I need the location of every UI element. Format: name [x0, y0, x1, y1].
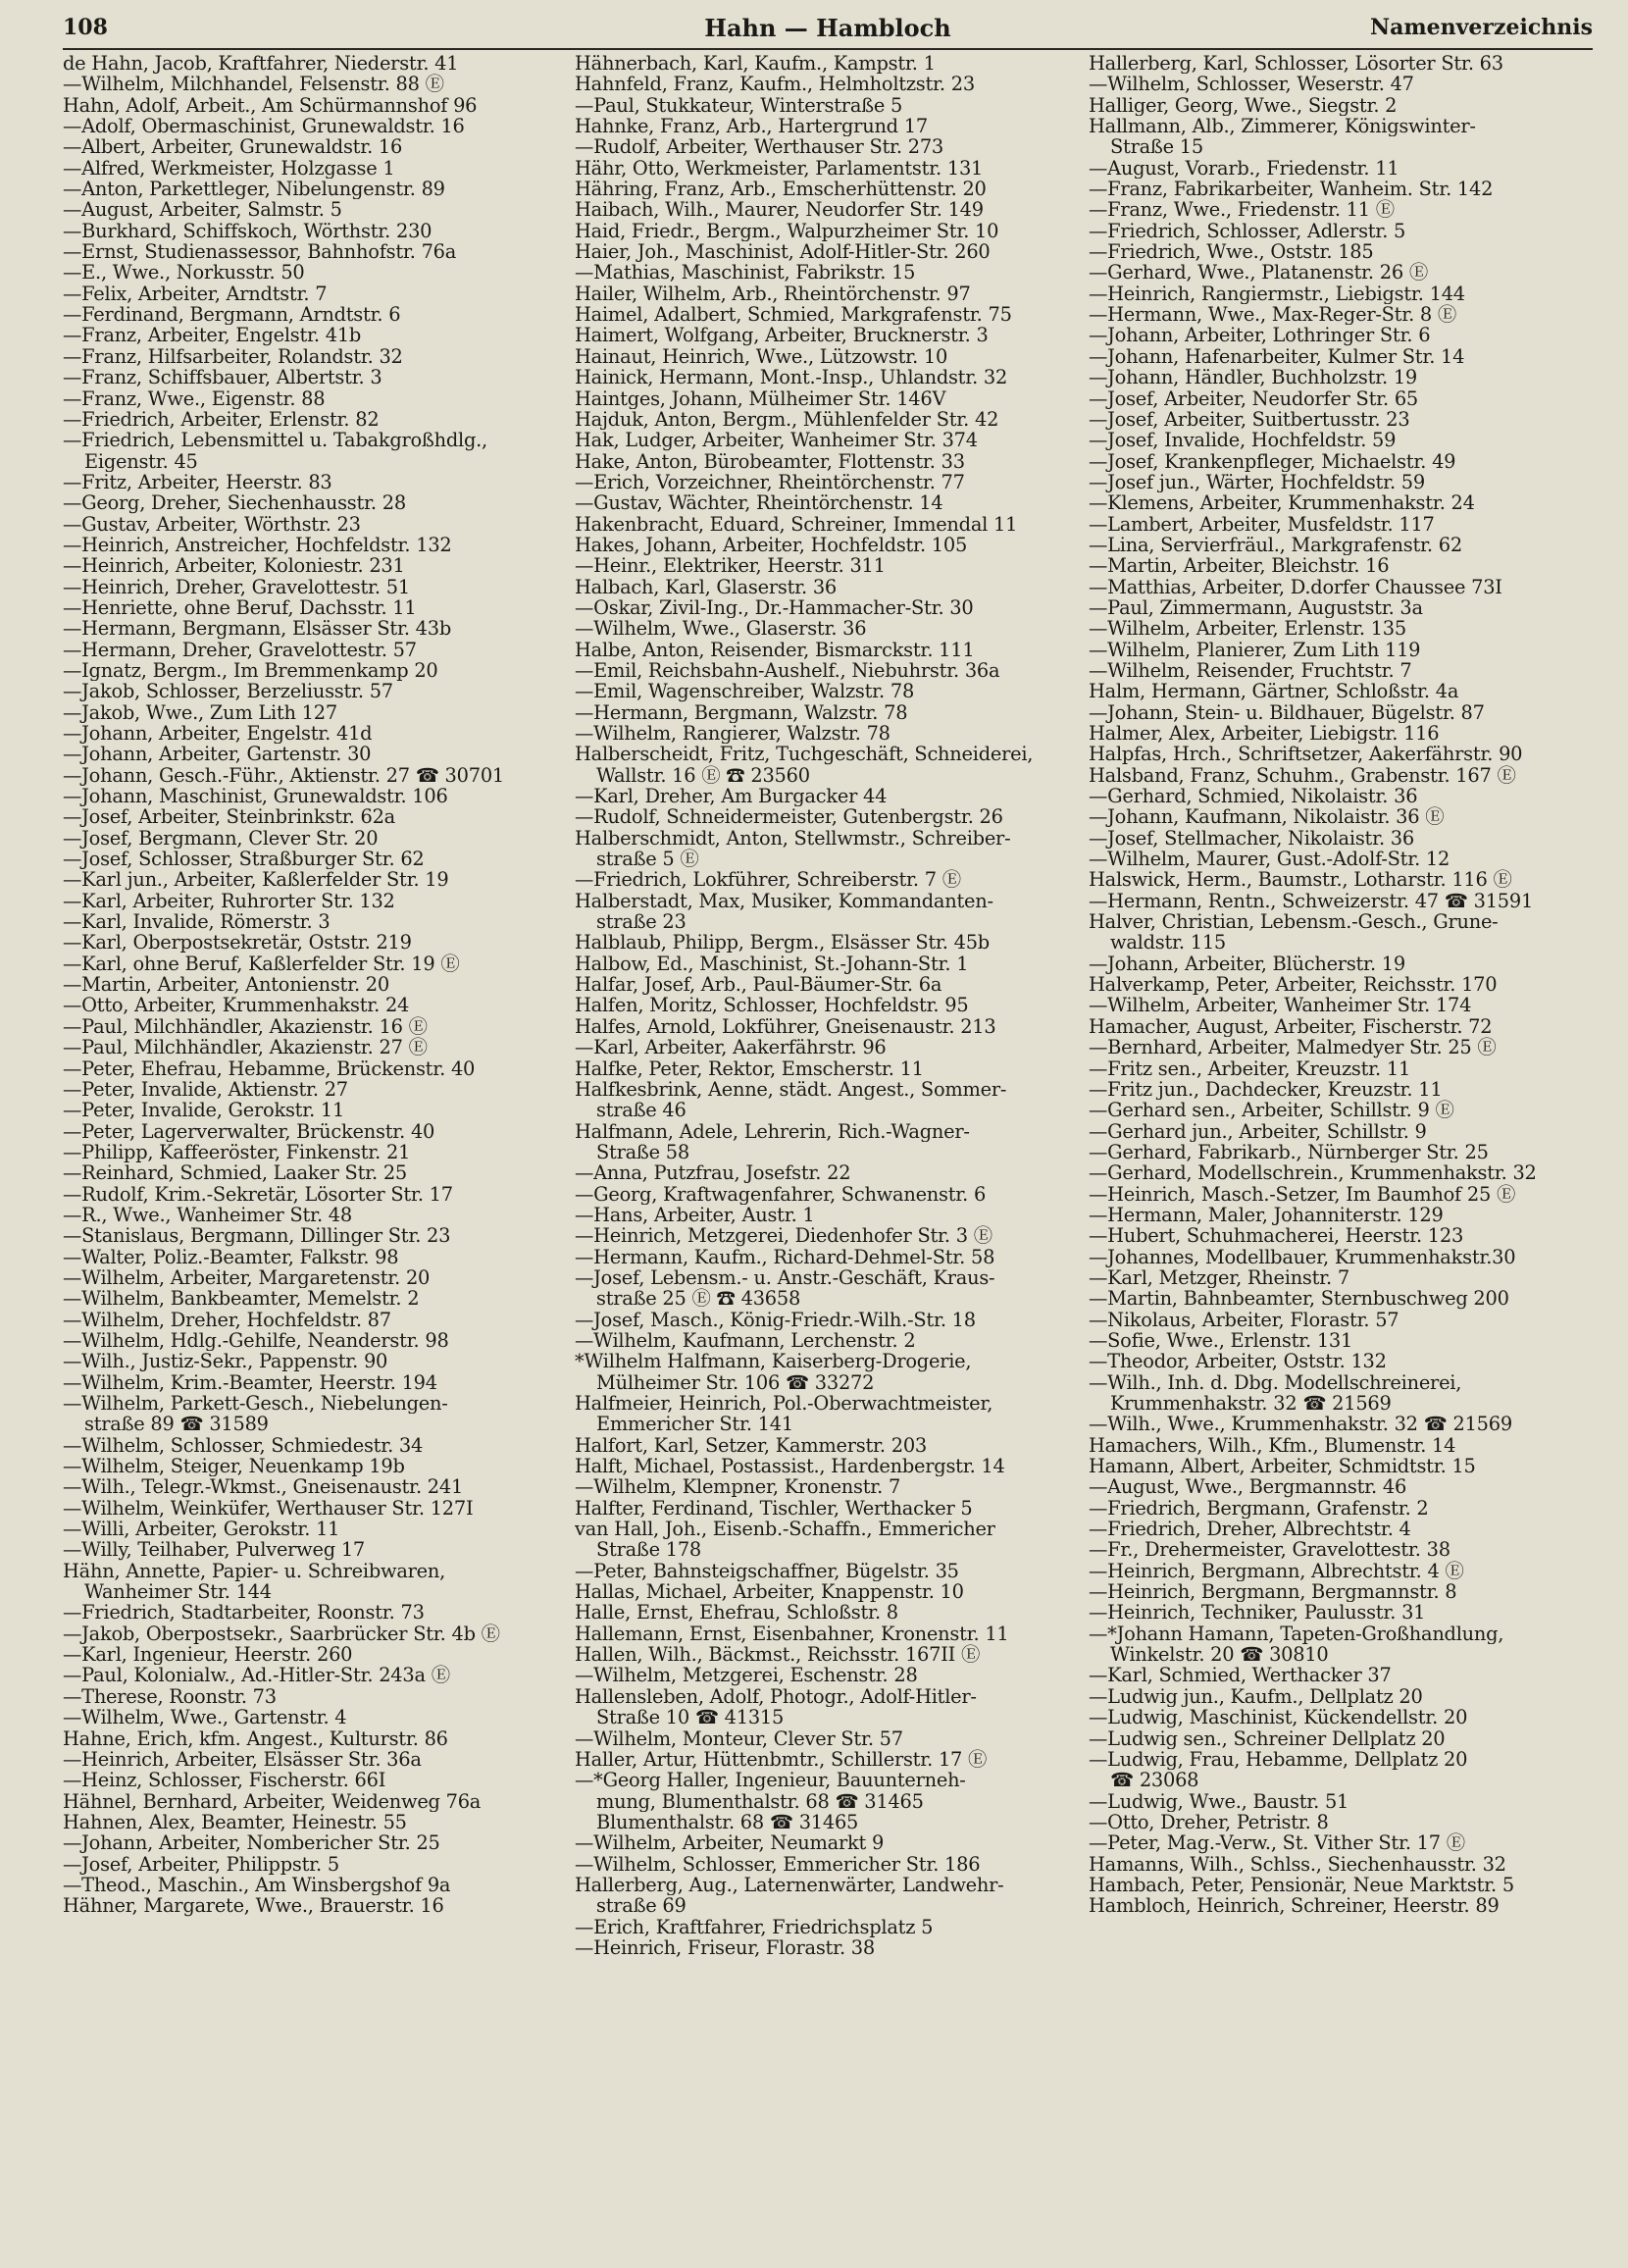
page-number: 108	[63, 15, 108, 40]
directory-entry: —Paul, Milchhändler, Akazienstr. 16 Ⓔ	[63, 1015, 428, 1038]
directory-entry: —Hermann, Dreher, Gravelottestr. 57	[63, 639, 417, 660]
directory-entry: Halfkesbrink, Aenne, städt. Angest., Sommer-	[575, 1078, 1007, 1101]
directory-entry: —Franz, Schiffsbauer, Albertstr. 3	[63, 367, 382, 388]
directory-entry: Hamanns, Wilh., Schlss., Siechenhausstr. 32	[1089, 1853, 1506, 1875]
directory-entry: —Friedrich, Bergmann, Grafenstr. 2	[1089, 1497, 1429, 1520]
directory-entry: Halberscheidt, Fritz, Tuchgeschäft, Schneiderei,	[575, 744, 1034, 765]
directory-entry: —Heinrich, Bergmann, Albrechtstr. 4 Ⓔ	[1089, 1560, 1464, 1582]
directory-entry: Haintges, Johann, Mülheimer Str. 146V	[575, 387, 946, 409]
directory-entry: Hak, Ludger, Arbeiter, Wanheimer Str. 374	[575, 430, 978, 451]
directory-entry: —Gerhard, Modellschrein., Krummenhakstr. 32	[1089, 1162, 1537, 1184]
directory-entry: Hambloch, Heinrich, Schreiner, Heerstr. 89	[1089, 1895, 1500, 1917]
directory-entry: Hähr, Otto, Werkmeister, Parlamentstr. 131	[575, 157, 984, 180]
directory-entry: —August, Arbeiter, Salmstr. 5	[63, 199, 342, 221]
directory-entry: Halberstadt, Max, Musiker, Kommandanten-	[575, 890, 993, 912]
directory-entry: —Johann, Arbeiter, Nombericher Str. 25	[63, 1832, 440, 1854]
directory-entry: Hähn, Annette, Papier- u. Schreibwaren,	[63, 1560, 446, 1582]
directory-entry: —Reinhard, Schmied, Laaker Str. 25	[63, 1162, 408, 1184]
directory-entry: —Fr., Drehermeister, Gravelottestr. 38	[1089, 1539, 1450, 1561]
directory-entry: —Oskar, Zivil-Ing., Dr.-Hammacher-Str. 30	[575, 596, 974, 619]
directory-entry: —Wilh., Inh. d. Dbg. Modellschreinerei,	[1089, 1371, 1462, 1393]
directory-entry: Halfke, Peter, Rektor, Emscherstr. 11	[575, 1057, 924, 1079]
directory-entry: —Peter, Bahnsteigschaffner, Bügelstr. 35	[575, 1560, 959, 1582]
directory-entry: —Johannes, Modellbauer, Krummenhakstr.30	[1089, 1246, 1516, 1267]
page-title: Hahn — Hambloch	[704, 13, 951, 42]
directory-entry: —Ludwig jun., Kaufm., Dellplatz 20	[1089, 1685, 1423, 1708]
directory-entry: —Heinrich, Rangiermstr., Liebigstr. 144	[1089, 283, 1465, 305]
directory-entry: Hähring, Franz, Arb., Emscherhüttenstr. 20	[575, 179, 987, 200]
directory-entry: Halfmeier, Heinrich, Pol.-Oberwachtmeister,	[575, 1393, 993, 1415]
directory-entry: —Georg, Dreher, Siechenhausstr. 28	[63, 492, 406, 514]
directory-entry: —Johann, Hafenarbeiter, Kulmer Str. 14	[1089, 345, 1465, 368]
directory-entry: —Josef, Arbeiter, Suitbertusstr. 23	[1089, 408, 1410, 431]
column-2	[575, 53, 1065, 2250]
directory-entry: Hamachers, Wilh., Kfm., Blumenstr. 14	[1089, 1434, 1456, 1457]
directory-entry: —Willi, Arbeiter, Gerokstr. 11	[63, 1519, 340, 1540]
directory-entry: —Heinrich, Arbeiter, Koloniestr. 231	[63, 555, 405, 577]
directory-entry: —Lina, Servierfräul., Markgrafenstr. 62	[1089, 534, 1462, 556]
directory-entry: —Gerhard, Fabrikarb., Nürnberger Str. 25	[1089, 1141, 1489, 1163]
section-title: Namenverzeichnis	[1370, 15, 1593, 40]
directory-entry: —Lambert, Arbeiter, Musfeldstr. 117	[1089, 513, 1435, 535]
directory-entry: Wanheimer Str. 144	[84, 1581, 272, 1603]
directory-entry: Halfar, Josef, Arb., Paul-Bäumer-Str. 6a	[575, 974, 942, 996]
directory-entry: —Nikolaus, Arbeiter, Florastr. 57	[1089, 1309, 1399, 1330]
directory-entry: —Paul, Kolonialw., Ad.-Hitler-Str. 243a Ⓔ	[63, 1665, 450, 1686]
directory-entry: Halbach, Karl, Glaserstr. 36	[575, 576, 837, 597]
directory-entry: —Ludwig, Wwe., Baustr. 51	[1089, 1790, 1349, 1812]
directory-entry: —Hermann, Maler, Johanniterstr. 129	[1089, 1204, 1444, 1226]
directory-entry: —Wilhelm, Schlosser, Schmiedestr. 34	[63, 1434, 424, 1457]
directory-entry: Halliger, Georg, Wwe., Siegstr. 2	[1089, 94, 1398, 117]
directory-entry: —Heinrich, Friseur, Florastr. 38	[575, 1936, 875, 1959]
directory-entry: —Wilhelm, Wwe., Glaserstr. 36	[575, 618, 867, 640]
directory-entry: Halfmann, Adele, Lehrerin, Rich.-Wagner-	[575, 1120, 970, 1142]
directory-entry: de Hahn, Jacob, Kraftfahrer, Niederstr. 41	[63, 53, 459, 75]
directory-entry: mung, Blumenthalstr. 68 ☎ 31465	[596, 1790, 924, 1812]
directory-entry: Winkelstr. 20 ☎ 30810	[1110, 1644, 1329, 1666]
directory-entry: Hahnke, Franz, Arb., Hartergrund 17	[575, 116, 928, 137]
directory-entry: Hallensleben, Adolf, Photogr., Adolf-Hitler-	[575, 1685, 977, 1708]
directory-entry: —Wilhelm, Monteur, Clever Str. 57	[575, 1727, 903, 1749]
directory-entry: Haier, Joh., Maschinist, Adolf-Hitler-Str. 260	[575, 241, 991, 263]
directory-entry: —Wilhelm, Schlosser, Emmericher Str. 186	[575, 1853, 981, 1875]
directory-entry: —Heinrich, Masch.-Setzer, Im Baumhof 25 Ⓔ	[1089, 1183, 1516, 1205]
directory-entry: —Ludwig, Frau, Hebamme, Dellplatz 20	[1089, 1748, 1468, 1771]
directory-entry: —Wilhelm, Planierer, Zum Lith 119	[1089, 639, 1421, 660]
directory-entry: —Walter, Poliz.-Beamter, Falkstr. 98	[63, 1246, 399, 1267]
directory-entry: —Karl, Metzger, Rheinstr. 7	[1089, 1266, 1349, 1289]
directory-entry: —Heinrich, Techniker, Paulusstr. 31	[1089, 1602, 1426, 1624]
directory-entry: straße 5 Ⓔ	[596, 849, 699, 870]
directory-entry: —Peter, Mag.-Verw., St. Vither Str. 17 Ⓔ	[1089, 1832, 1465, 1854]
directory-entry: —Wilhelm, Rangierer, Walzstr. 78	[575, 723, 890, 745]
directory-entry: —Burkhard, Schiffskoch, Wörthstr. 230	[63, 220, 432, 242]
directory-entry: —Wilhelm, Kaufmann, Lerchenstr. 2	[575, 1329, 916, 1352]
directory-entry: —Mathias, Maschinist, Fabrikstr. 15	[575, 262, 916, 284]
directory-entry: —Friedrich, Lokführer, Schreiberstr. 7 Ⓔ	[575, 869, 961, 891]
directory-entry: —Erich, Vorzeichner, Rheintörchenstr. 77	[575, 471, 965, 493]
directory-entry: Hahn, Adolf, Arbeit., Am Schürmannshof 96	[63, 94, 478, 117]
directory-entry: —Theod., Maschin., Am Winsbergshof 9a	[63, 1874, 451, 1896]
directory-entry: Straße 178	[596, 1539, 702, 1561]
directory-entry: Hahnen, Alex, Beamter, Heinestr. 55	[63, 1811, 407, 1833]
directory-entry: Hahne, Erich, kfm. Angest., Kulturstr. 86	[63, 1727, 448, 1749]
directory-entry: —Wilhelm, Dreher, Hochfeldstr. 87	[63, 1309, 391, 1330]
directory-entry: —Wilhelm, Metzgerei, Eschenstr. 28	[575, 1665, 918, 1686]
directory-entry: —Rudolf, Krim.-Sekretär, Lösorter Str. 17	[63, 1183, 453, 1205]
directory-entry: —Karl, Ingenieur, Heerstr. 260	[63, 1644, 353, 1666]
directory-entry: —Hermann, Kaufm., Richard-Dehmel-Str. 58	[575, 1246, 995, 1267]
directory-entry: —Therese, Roonstr. 73	[63, 1685, 277, 1708]
directory-entry: Eigenstr. 45	[84, 450, 198, 472]
directory-entry: —Wilhelm, Klempner, Kronenstr. 7	[575, 1476, 901, 1498]
directory-entry: —Karl jun., Arbeiter, Kaßlerfelder Str. 19	[63, 869, 449, 891]
directory-entry: —Bernhard, Arbeiter, Malmedyer Str. 25 Ⓔ	[1089, 1037, 1497, 1058]
directory-entry: —Heinrich, Dreher, Gravelottestr. 51	[63, 576, 410, 597]
directory-entry: —Peter, Ehefrau, Hebamme, Brückenstr. 40	[63, 1057, 476, 1079]
directory-entry: Halbe, Anton, Reisender, Bismarckstr. 111	[575, 639, 975, 660]
directory-entry: —Franz, Arbeiter, Engelstr. 41b	[63, 325, 362, 346]
directory-entry: Krummenhakstr. 32 ☎ 21569	[1110, 1393, 1392, 1415]
directory-entry: —Anton, Parkettleger, Nibelungenstr. 89	[63, 179, 445, 200]
directory-entry: Hake, Anton, Bürobeamter, Flottenstr. 33	[575, 450, 965, 472]
directory-entry: —Wilh., Justiz-Sekr., Pappenstr. 90	[63, 1351, 388, 1372]
directory-entry: Halsband, Franz, Schuhm., Grabenstr. 167 Ⓔ	[1089, 764, 1516, 787]
directory-entry: —Josef jun., Wärter, Hochfeldstr. 59	[1089, 471, 1425, 493]
directory-entry: —Martin, Bahnbeamter, Sternbuschweg 200	[1089, 1288, 1509, 1310]
directory-entry: —Josef, Stellmacher, Nikolaistr. 36	[1089, 827, 1414, 850]
directory-entry: —Paul, Stukkateur, Winterstraße 5	[575, 94, 903, 117]
directory-entry: —Stanislaus, Bergmann, Dillinger Str. 23	[63, 1225, 451, 1247]
directory-entry: —Jakob, Wwe., Zum Lith 127	[63, 701, 337, 723]
directory-entry: Hamacher, August, Arbeiter, Fischerstr. 72	[1089, 1015, 1493, 1038]
directory-entry: —Paul, Zimmermann, Auguststr. 3a	[1089, 596, 1423, 619]
directory-entry: —Henriette, ohne Beruf, Dachsstr. 11	[63, 596, 417, 619]
directory-entry: Hakes, Johann, Arbeiter, Hochfeldstr. 105	[575, 534, 968, 556]
directory-entry: —Johann, Arbeiter, Blücherstr. 19	[1089, 953, 1405, 975]
directory-entry: —Peter, Invalide, Gerokstr. 11	[63, 1100, 345, 1121]
directory-entry: —Georg, Kraftwagenfahrer, Schwanenstr. 6	[575, 1183, 987, 1205]
directory-entry: van Hall, Joh., Eisenb.-Schaffn., Emmericher	[575, 1519, 995, 1540]
directory-entry: —Karl, Dreher, Am Burgacker 44	[575, 786, 888, 807]
directory-entry: —Johann, Maschinist, Grunewaldstr. 106	[63, 786, 448, 807]
directory-entry: Hähnel, Bernhard, Arbeiter, Weidenweg 76a	[63, 1790, 482, 1812]
directory-entry: —Karl, Arbeiter, Ruhrorter Str. 132	[63, 890, 395, 912]
directory-entry: Hallmann, Alb., Zimmerer, Königswinter-	[1089, 116, 1476, 137]
directory-entry: —Emil, Wagenschreiber, Walzstr. 78	[575, 681, 915, 702]
directory-entry: —Ludwig sen., Schreiner Dellplatz 20	[1089, 1727, 1446, 1749]
directory-entry: —Philipp, Kaffeeröster, Finkenstr. 21	[63, 1141, 411, 1163]
directory-entry: —Hermann, Bergmann, Elsässer Str. 43b	[63, 618, 452, 640]
directory-entry: —R., Wwe., Wanheimer Str. 48	[63, 1204, 352, 1226]
directory-entry: —Franz, Wwe., Friedenstr. 11 Ⓔ	[1089, 199, 1395, 221]
directory-entry: —Franz, Fabrikarbeiter, Wanheim. Str. 142	[1089, 179, 1494, 200]
directory-entry: Halle, Ernst, Ehefrau, Schloßstr. 8	[575, 1602, 898, 1624]
directory-entry: Hähnerbach, Karl, Kaufm., Kampstr. 1	[575, 53, 936, 75]
directory-entry: —Wilh., Telegr.-Wkmst., Gneisenaustr. 241	[63, 1476, 464, 1498]
directory-entry: —Wilhelm, Schlosser, Weserstr. 47	[1089, 74, 1414, 95]
directory-entry: Hahnfeld, Franz, Kaufm., Helmholtzstr. 23	[575, 74, 975, 95]
directory-entry: —Peter, Lagerverwalter, Brückenstr. 40	[63, 1120, 435, 1142]
directory-entry: —Otto, Dreher, Petristr. 8	[1089, 1811, 1329, 1833]
directory-entry: —August, Vorarb., Friedenstr. 11	[1089, 157, 1399, 180]
directory-entry: Halblaub, Philipp, Bergm., Elsässer Str. 45b	[575, 932, 990, 954]
directory-entry: Hähner, Margarete, Wwe., Brauerstr. 16	[63, 1895, 444, 1917]
directory-entry: —Felix, Arbeiter, Arndtstr. 7	[63, 283, 328, 305]
directory-columns	[63, 53, 1593, 2260]
directory-entry: —Klemens, Arbeiter, Krummenhakstr. 24	[1089, 492, 1475, 514]
directory-entry: —E., Wwe., Norkusstr. 50	[63, 262, 305, 284]
directory-entry: Haller, Artur, Hüttenbmtr., Schillerstr. 17 Ⓔ	[575, 1748, 988, 1771]
directory-entry: —Wilhelm, Steiger, Neuenkamp 19b	[63, 1456, 405, 1477]
directory-entry: Halfes, Arnold, Lokführer, Gneisenaustr. 213	[575, 1015, 996, 1038]
directory-entry: Halver, Christian, Lebensm.-Gesch., Grune-	[1089, 911, 1499, 933]
directory-entry: Haimert, Wolfgang, Arbeiter, Brucknerstr. 3	[575, 325, 989, 346]
directory-entry: —Josef, Arbeiter, Steinbrinkstr. 62a	[63, 806, 395, 828]
directory-entry: Hajduk, Anton, Bergm., Mühlenfelder Str. 42	[575, 408, 999, 431]
directory-entry: —Johann, Kaufmann, Nikolaistr. 36 Ⓔ	[1089, 806, 1445, 828]
directory-entry: —Wilhelm, Arbeiter, Erlenstr. 135	[1089, 618, 1406, 640]
directory-entry: —Fritz, Arbeiter, Heerstr. 83	[63, 471, 332, 493]
directory-entry: —Anna, Putzfrau, Josefstr. 22	[575, 1162, 851, 1184]
directory-entry: —Wilhelm, Wwe., Gartenstr. 4	[63, 1707, 347, 1728]
directory-entry: —Johann, Arbeiter, Lothringer Str. 6	[1089, 325, 1431, 346]
directory-entry: —Heinz, Schlosser, Fischerstr. 66I	[63, 1770, 386, 1791]
directory-entry: Halbow, Ed., Maschinist, St.-Johann-Str. 1	[575, 953, 969, 975]
directory-entry: Hakenbracht, Eduard, Schreiner, Immendal 11	[575, 513, 1018, 535]
directory-entry: —Fritz jun., Dachdecker, Kreuzstr. 11	[1089, 1078, 1443, 1101]
directory-entry: —Wilhelm, Milchhandel, Felsenstr. 88 Ⓔ	[63, 74, 444, 95]
directory-entry: —Karl, Invalide, Römerstr. 3	[63, 911, 331, 933]
directory-entry: Blumenthalstr. 68 ☎ 31465	[596, 1811, 859, 1833]
directory-entry: —Gerhard sen., Arbeiter, Schillstr. 9 Ⓔ	[1089, 1100, 1454, 1121]
page-header	[63, 8, 1593, 47]
directory-entry: —Johann, Gesch.-Führ., Aktienstr. 27 ☎ 30701	[63, 764, 504, 787]
directory-entry: —Rudolf, Arbeiter, Werthauser Str. 273	[575, 136, 944, 158]
directory-entry: —Erich, Kraftfahrer, Friedrichsplatz 5	[575, 1916, 934, 1937]
directory-entry: —Wilhelm, Arbeiter, Margaretenstr. 20	[63, 1266, 431, 1289]
directory-entry: —Fritz sen., Arbeiter, Kreuzstr. 11	[1089, 1057, 1411, 1079]
directory-entry: —Emil, Reichsbahn-Aushelf., Niebuhrstr. 36a	[575, 659, 1000, 682]
directory-entry: —Otto, Arbeiter, Krummenhakstr. 24	[63, 995, 410, 1016]
directory-entry: Hallen, Wilh., Bäckmst., Reichsstr. 167II Ⓔ	[575, 1644, 981, 1666]
directory-entry: —Karl, Arbeiter, Aakerfährstr. 96	[575, 1037, 887, 1058]
directory-entry: Halverkamp, Peter, Arbeiter, Reichsstr. 170	[1089, 974, 1498, 996]
directory-entry: Halpfas, Hrch., Schriftsetzer, Aakerfährstr. 90	[1089, 744, 1523, 765]
directory-entry: —Martin, Arbeiter, Antonienstr. 20	[63, 974, 389, 996]
directory-entry: —Heinrich, Anstreicher, Hochfeldstr. 132	[63, 534, 452, 556]
directory-entry: —Josef, Invalide, Hochfeldstr. 59	[1089, 430, 1397, 451]
directory-entry: Hallas, Michael, Arbeiter, Knappenstr. 10	[575, 1581, 964, 1603]
directory-entry: Hamann, Albert, Arbeiter, Schmidtstr. 15	[1089, 1456, 1476, 1477]
directory-entry: —Peter, Invalide, Aktienstr. 27	[63, 1078, 348, 1101]
directory-entry: —Hermann, Wwe., Max-Reger-Str. 8 Ⓔ	[1089, 304, 1457, 326]
directory-entry: —Friedrich, Wwe., Oststr. 185	[1089, 241, 1374, 263]
directory-entry: —Willy, Teilhaber, Pulverweg 17	[63, 1539, 366, 1561]
directory-entry: —Hermann, Bergmann, Walzstr. 78	[575, 701, 908, 723]
directory-entry: —Franz, Wwe., Eigenstr. 88	[63, 387, 326, 409]
directory-entry: Halfort, Karl, Setzer, Kammerstr. 203	[575, 1434, 927, 1457]
directory-entry: —Ferdinand, Bergmann, Arndtstr. 6	[63, 304, 401, 326]
directory-entry: Mülheimer Str. 106 ☎ 33272	[596, 1371, 875, 1393]
directory-entry: Halfen, Moritz, Schlosser, Hochfeldstr. 95	[575, 995, 969, 1016]
directory-entry: —August, Wwe., Bergmannstr. 46	[1089, 1476, 1407, 1498]
directory-entry: Hainick, Hermann, Mont.-Insp., Uhlandstr. 32	[575, 367, 1008, 388]
directory-entry: Halm, Hermann, Gärtner, Schloßstr. 4a	[1089, 681, 1459, 702]
directory-entry: Hallerberg, Aug., Laternenwärter, Landwehr-	[575, 1874, 1004, 1896]
directory-entry: —Josef, Arbeiter, Philippstr. 5	[63, 1853, 339, 1875]
directory-entry: —Sofie, Wwe., Erlenstr. 131	[1089, 1329, 1353, 1352]
directory-entry: —Jakob, Schlosser, Berzeliusstr. 57	[63, 681, 393, 702]
header-rule	[63, 48, 1593, 50]
directory-entry: Haid, Friedr., Bergm., Walpurzheimer Str. 10	[575, 220, 999, 242]
directory-entry: straße 25 Ⓔ ☎ 43658	[596, 1288, 801, 1310]
directory-entry: —Wilhelm, Hdlg.-Gehilfe, Neanderstr. 98	[63, 1329, 449, 1352]
directory-entry: —*Johann Hamann, Tapeten-Großhandlung,	[1089, 1623, 1504, 1645]
directory-entry: —Wilhelm, Krim.-Beamter, Heerstr. 194	[63, 1371, 437, 1393]
directory-entry: —Wilh., Wwe., Krummenhakstr. 32 ☎ 21569	[1089, 1414, 1512, 1435]
directory-entry: —Ignatz, Bergm., Im Bremmenkamp 20	[63, 659, 438, 682]
directory-entry: —Rudolf, Schneidermeister, Gutenbergstr. 26	[575, 806, 1003, 828]
directory-entry: —Wilhelm, Bankbeamter, Memelstr. 2	[63, 1288, 420, 1310]
directory-entry: Hallerberg, Karl, Schlosser, Lösorter Str. 63	[1089, 53, 1503, 75]
directory-entry: —Josef, Bergmann, Clever Str. 20	[63, 827, 379, 850]
directory-entry: Straße 15	[1110, 136, 1203, 158]
directory-entry: —Friedrich, Dreher, Albrechtstr. 4	[1089, 1519, 1411, 1540]
directory-entry: —Heinr., Elektriker, Heerstr. 311	[575, 555, 886, 577]
directory-entry: —Paul, Milchhändler, Akazienstr. 27 Ⓔ	[63, 1037, 428, 1058]
directory-entry: —Albert, Arbeiter, Grunewaldstr. 16	[63, 136, 403, 158]
directory-entry: —*Georg Haller, Ingenieur, Bauunterneh-	[575, 1770, 966, 1791]
directory-entry: —Friedrich, Schlosser, Adlerstr. 5	[1089, 220, 1406, 242]
directory-entry: straße 23	[596, 911, 687, 933]
directory-entry: —Gustav, Arbeiter, Wörthstr. 23	[63, 513, 361, 535]
directory-entry: waldstr. 115	[1110, 932, 1226, 954]
directory-entry: *Wilhelm Halfmann, Kaiserberg-Drogerie,	[575, 1351, 972, 1372]
directory-entry: —Johann, Arbeiter, Gartenstr. 30	[63, 744, 372, 765]
directory-entry: —Wilhelm, Arbeiter, Neumarkt 9	[575, 1832, 885, 1854]
directory-entry: Halft, Michael, Postassist., Hardenbergstr. 14	[575, 1456, 1005, 1477]
directory-entry: —Gerhard, Wwe., Platanenstr. 26 Ⓔ	[1089, 262, 1428, 284]
directory-entry: —Johann, Stein- u. Bildhauer, Bügelstr. 87	[1089, 701, 1485, 723]
directory-entry: —Friedrich, Stadtarbeiter, Roonstr. 73	[63, 1602, 425, 1624]
directory-entry: —Gerhard jun., Arbeiter, Schillstr. 9	[1089, 1120, 1427, 1142]
directory-entry: —Wilhelm, Parkett-Gesch., Niebelungen-	[63, 1393, 448, 1415]
directory-entry: —Karl, ohne Beruf, Kaßlerfelder Str. 19 Ⓔ	[63, 953, 460, 975]
directory-entry: Halmer, Alex, Arbeiter, Liebigstr. 116	[1089, 723, 1440, 745]
directory-entry: Halswick, Herm., Baumstr., Lotharstr. 116 Ⓔ	[1089, 869, 1512, 891]
directory-entry: —Ludwig, Maschinist, Kückendellstr. 20	[1089, 1707, 1468, 1728]
column-1	[63, 53, 553, 2250]
directory-entry: —Josef, Masch., König-Friedr.-Wilh.-Str. 18	[575, 1309, 976, 1330]
directory-entry: —Josef, Lebensm.- u. Anstr.-Geschäft, Kraus-	[575, 1266, 995, 1289]
directory-entry: —Johann, Arbeiter, Engelstr. 41d	[63, 723, 373, 745]
directory-entry: —Josef, Arbeiter, Neudorfer Str. 65	[1089, 387, 1419, 409]
directory-entry: Hallemann, Ernst, Eisenbahner, Kronenstr. 11	[575, 1623, 1009, 1645]
directory-entry: —Friedrich, Arbeiter, Erlenstr. 82	[63, 408, 380, 431]
directory-entry: —Adolf, Obermaschinist, Grunewaldstr. 16	[63, 116, 465, 137]
directory-entry: —Gerhard, Schmied, Nikolaistr. 36	[1089, 786, 1418, 807]
directory-entry: ☎ 23068	[1110, 1770, 1199, 1791]
directory-entry: —Hans, Arbeiter, Austr. 1	[575, 1204, 815, 1226]
directory-entry: Hailer, Wilhelm, Arb., Rheintörchenstr. 97	[575, 283, 971, 305]
directory-entry: —Theodor, Arbeiter, Oststr. 132	[1089, 1351, 1387, 1372]
directory-entry: straße 89 ☎ 31589	[84, 1414, 269, 1435]
directory-entry: Haimel, Adalbert, Schmied, Markgrafenstr. 75	[575, 304, 1012, 326]
directory-entry: —Josef, Schlosser, Straßburger Str. 62	[63, 849, 425, 870]
directory-entry: —Hermann, Rentn., Schweizerstr. 47 ☎ 31591	[1089, 890, 1534, 912]
directory-entry: Emmericher Str. 141	[596, 1414, 793, 1435]
directory-entry: —Martin, Arbeiter, Bleichstr. 16	[1089, 555, 1390, 577]
directory-entry: —Heinrich, Bergmann, Bergmannstr. 8	[1089, 1581, 1457, 1603]
directory-entry: Haibach, Wilh., Maurer, Neudorfer Str. 149	[575, 199, 984, 221]
directory-entry: —Gustav, Wächter, Rheintörchenstr. 14	[575, 492, 943, 514]
directory-entry: —Ernst, Studienassessor, Bahnhofstr. 76a	[63, 241, 457, 263]
directory-entry: —Wilhelm, Weinküfer, Werthauser Str. 127I	[63, 1497, 474, 1520]
directory-entry: Hambach, Peter, Pensionär, Neue Marktstr. 5	[1089, 1874, 1514, 1896]
directory-entry: —Karl, Schmied, Werthacker 37	[1089, 1665, 1392, 1686]
directory-entry: —Jakob, Oberpostsekr., Saarbrücker Str. 4b Ⓔ	[63, 1623, 500, 1645]
column-3	[1089, 53, 1593, 2250]
directory-entry: straße 46	[596, 1100, 687, 1121]
directory-entry: Halberschmidt, Anton, Stellwmstr., Schreiber-	[575, 827, 1011, 850]
directory-entry: —Johann, Händler, Buchholzstr. 19	[1089, 367, 1418, 388]
directory-entry: —Karl, Oberpostsekretär, Oststr. 219	[63, 932, 412, 954]
directory-entry: —Josef, Krankenpfleger, Michaelstr. 49	[1089, 450, 1456, 472]
directory-entry: —Alfred, Werkmeister, Holzgasse 1	[63, 157, 395, 180]
directory-entry: Straße 58	[596, 1141, 689, 1163]
directory-entry: —Heinrich, Metzgerei, Diedenhofer Str. 3 Ⓔ	[575, 1225, 992, 1247]
directory-entry: —Heinrich, Arbeiter, Elsässer Str. 36a	[63, 1748, 422, 1771]
directory-entry: —Wilhelm, Maurer, Gust.-Adolf-Str. 12	[1089, 849, 1450, 870]
directory-entry: straße 69	[596, 1895, 687, 1917]
directory-entry: —Franz, Hilfsarbeiter, Rolandstr. 32	[63, 345, 403, 368]
directory-entry: Halfter, Ferdinand, Tischler, Werthacker 5	[575, 1497, 973, 1520]
directory-entry: Wallstr. 16 Ⓔ ☎ 23560	[596, 764, 810, 787]
directory-entry: —Wilhelm, Arbeiter, Wanheimer Str. 174	[1089, 995, 1472, 1016]
directory-entry: —Wilhelm, Reisender, Fruchtstr. 7	[1089, 659, 1412, 682]
directory-entry: —Friedrich, Lebensmittel u. Tabakgroßhdlg.,	[63, 430, 487, 451]
directory-entry: Hainaut, Heinrich, Wwe., Lützowstr. 10	[575, 345, 948, 368]
directory-entry: Straße 10 ☎ 41315	[596, 1707, 785, 1728]
directory-entry: —Matthias, Arbeiter, D.dorfer Chaussee 73I	[1089, 576, 1502, 597]
directory-entry: —Hubert, Schuhmacherei, Heerstr. 123	[1089, 1225, 1464, 1247]
